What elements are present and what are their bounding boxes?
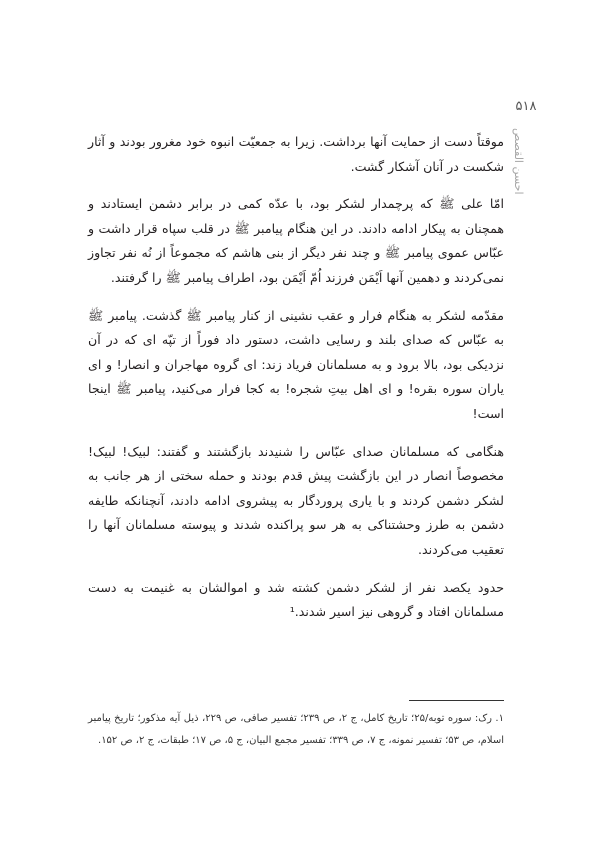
- paragraph-3: مقدّمه لشکر به هنگام فرار و عقب نشینی از کنار پیامبر ﷺ گذشت. پیامبر ﷺ به عبّاس که صدای بلند و رسایی داشت، دستور داد فوراً از تپّه ای که در آن نزدیکی بود، بالا برود و به مسلمانان فریاد زند: ای گروه مهاجران و انصار! و ای یاران سوره بقره! و ای اهل بیتِ شجره! به کجا فرار می‌کنید، پیامبر ﷺ اینجا است!: [88, 307, 504, 421]
- paragraph-2: امّا علی ﷺ که پرچمدار لشکر بود، با عدّه کمی در برابر دشمن ایستادند و همچنان به پیکار ادامه دادند. در این هنگام پیامبر ﷺ در قلب سپاه قرار داشت و عبّاس عموی پیامبر ﷺ و چند نفر دیگر از بنی هاشم که مجموعاً از نُه نفر تجاوز نمی‌کردند و دهمین آنها اَیْمَن فرزند اُمّ اَیْمَن بود، اطراف پیامبر ﷺ را گرفتند.: [88, 196, 504, 285]
- body-text: [88, 130, 504, 638]
- paragraph-1: موقتاً دست از حمایت آنها برداشت. زیرا به جمعیّت انبوه خود مغرور بودند و آثار شکست در آنان آشکار گشت.: [88, 134, 504, 174]
- page-number: ۵۱۸: [515, 99, 537, 114]
- paragraph-5: حدود یکصد نفر از لشکر دشمن کشته شد و اموالشان به غنیمت به دست مسلمانان افتاد و گروهی نیز اسیر شدند.¹: [88, 579, 504, 620]
- footnote-1: ۱. رک: سوره توبه/۲۵؛ تاریخ کامل، ج ۲، ص ۲۳۹؛ تفسیر صافی، ص ۲۲۹، ذیل آیه مذکور؛ تاریخ پیامبر اسلام، ص ۵۳؛ تفسیر نمونه، ج ۷، ص ۳۳۹؛ تفسیر مجمع البیان، ج ۵، ص ۱۷؛ طبقات، ج ۲، ص ۱۵۲.: [88, 713, 504, 746]
- footnote-divider: [409, 700, 504, 701]
- running-head: احسن القصص: [512, 128, 525, 195]
- footnotes: [88, 708, 504, 752]
- paragraph-4: هنگامی که مسلمانان صدای عبّاس را شنیدند بازگشتند و گفتند: لبیک! لبیک! مخصوصاً انصار در این بازگشت پیش قدم بودند و حمله سختی از هر جانب به لشکر دشمن کردند و با یاری پروردگار به پیشروی ادامه دادند، آنچنانکه طایفه دشمن به طرز وحشتناکی به هر سو پراکنده شدند و پیوسته مسلمانان آنها را تعقیب می‌کردند.: [88, 443, 504, 557]
